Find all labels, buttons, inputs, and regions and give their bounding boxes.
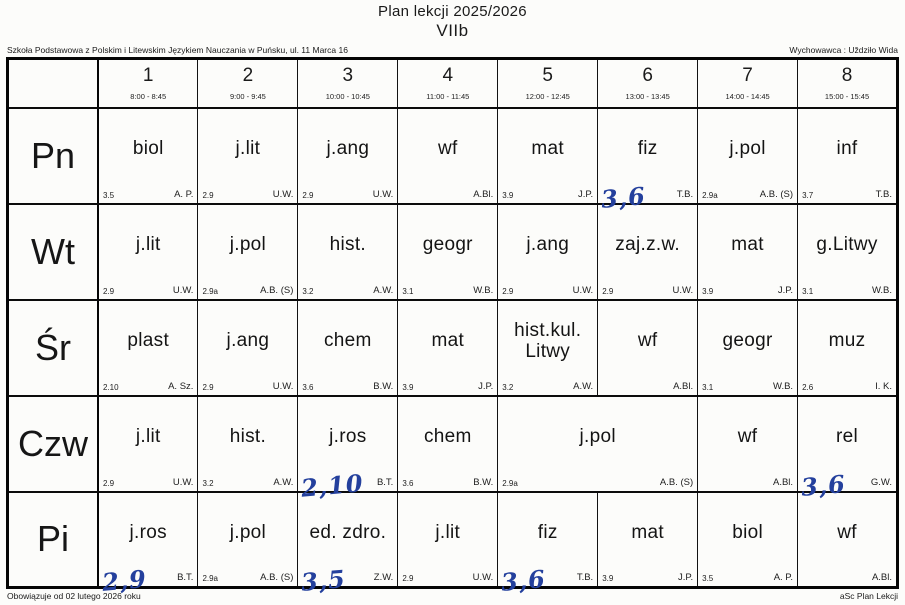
- lesson-cell[interactable]: [798, 492, 898, 588]
- lesson-cell[interactable]: [798, 300, 898, 396]
- lesson-teacher: U.W.: [572, 284, 594, 296]
- day-label: Pn: [8, 108, 99, 204]
- day-label: Pi: [8, 492, 99, 588]
- lesson-room: 2.10: [103, 382, 119, 392]
- period-number: 3: [342, 64, 354, 86]
- lesson-room: 3.5: [103, 190, 115, 200]
- lesson-subject: j.ros: [329, 426, 367, 448]
- lesson-cell[interactable]: [298, 300, 398, 396]
- handwritten-room: 3,6: [500, 564, 548, 597]
- lesson-room: 2.9: [202, 190, 214, 200]
- period-number: 5: [542, 64, 553, 86]
- handwritten-room: 2,9: [100, 564, 148, 597]
- day-row: [8, 396, 898, 492]
- lesson-subject: hist.kul. Litwy: [514, 319, 582, 362]
- lesson-teacher: U.W.: [672, 284, 694, 296]
- period-time: 10:00 - 10:45: [325, 91, 370, 101]
- lesson-subject: biol: [732, 521, 763, 543]
- lesson-subject: muz: [828, 330, 866, 352]
- lesson-subject: wf: [737, 426, 758, 448]
- handwritten-room: 2,10: [300, 467, 365, 503]
- lesson-cell[interactable]: [498, 492, 598, 597]
- period-time: 9:00 - 9:45: [229, 91, 266, 101]
- lesson-cell[interactable]: [98, 300, 198, 396]
- period-header: [598, 59, 698, 108]
- lesson-teacher: J.P.: [478, 380, 494, 392]
- day-row: [8, 492, 898, 588]
- lesson-teacher: W.B.: [871, 284, 892, 296]
- lesson-subject: mat: [531, 138, 564, 160]
- period-header: [798, 59, 898, 108]
- lesson-teacher: W.B.: [773, 380, 794, 392]
- period-time: 12:00 - 12:45: [525, 91, 570, 101]
- lesson-room: 2.9: [602, 286, 614, 296]
- corner-cell: [8, 59, 99, 108]
- period-number: 2: [242, 64, 254, 86]
- lesson-cell[interactable]: [398, 204, 498, 300]
- lesson-teacher: A.Bl.: [473, 188, 494, 200]
- period-time: 13:00 - 13:45: [625, 91, 670, 101]
- lesson-room: 3.6: [402, 478, 414, 488]
- lesson-room: 2.9a: [202, 286, 219, 296]
- lesson-subject: inf: [836, 138, 858, 160]
- lesson-teacher: J.P.: [578, 188, 594, 200]
- period-number: 4: [442, 64, 454, 86]
- lesson-subject: fiz: [637, 138, 658, 160]
- lesson-subject: j.pol: [229, 521, 267, 543]
- lesson-room: 2.9: [502, 286, 514, 296]
- class-name: VIIb: [436, 21, 469, 40]
- lesson-teacher: T.B.: [875, 188, 892, 200]
- lesson-teacher: B.W.: [373, 380, 394, 392]
- lesson-cell[interactable]: [98, 492, 198, 597]
- lesson-teacher: A. P.: [174, 188, 194, 200]
- lesson-teacher: Z.W.: [373, 572, 394, 583]
- lesson-cell[interactable]: [98, 204, 198, 300]
- lesson-teacher: A.Bl.: [773, 476, 794, 488]
- lesson-cell[interactable]: [198, 492, 298, 588]
- lesson-cell[interactable]: [698, 204, 798, 300]
- lesson-subject: j.lit: [235, 138, 261, 160]
- lesson-teacher: T.B.: [676, 188, 694, 200]
- lesson-cell[interactable]: [698, 108, 798, 204]
- lesson-subject: ed. zdro.: [309, 521, 387, 543]
- lesson-cell[interactable]: [498, 204, 598, 300]
- lesson-teacher: U.W.: [272, 188, 294, 200]
- period-time: 11:00 - 11:45: [426, 91, 470, 101]
- period-header: [498, 59, 598, 108]
- lesson-cell[interactable]: [198, 108, 298, 204]
- day-label: Wt: [8, 204, 99, 300]
- lesson-teacher: J.P.: [777, 284, 794, 296]
- lesson-room: 3.2: [502, 382, 514, 392]
- day-row: [8, 108, 898, 204]
- lesson-room: 2.9: [103, 286, 115, 296]
- lesson-cell[interactable]: [698, 492, 798, 588]
- lesson-teacher: A.Bl.: [673, 380, 694, 392]
- lesson-subject: j.ang: [326, 138, 370, 160]
- lesson-cell[interactable]: [598, 108, 698, 214]
- lesson-subject: zaj.z.w.: [615, 234, 680, 256]
- lesson-cell[interactable]: [198, 396, 298, 492]
- lesson-teacher: A.W.: [573, 380, 594, 392]
- lesson-cell[interactable]: [298, 204, 398, 300]
- lesson-teacher: A.B. (S): [260, 572, 294, 583]
- lesson-room: 2.9: [302, 190, 314, 200]
- lesson-subject: j.pol: [229, 234, 267, 256]
- period-number: 1: [142, 64, 154, 86]
- lesson-subject: g.Litwy: [816, 234, 878, 256]
- lesson-teacher: B.T.: [376, 476, 394, 488]
- lesson-subject: fiz: [537, 521, 558, 543]
- lesson-subject: mat: [731, 234, 764, 256]
- period-header-row: [8, 59, 898, 108]
- lesson-subject: j.lit: [135, 234, 161, 256]
- lesson-subject: chem: [423, 426, 472, 448]
- lesson-room: 2.6: [802, 382, 814, 392]
- lesson-cell[interactable]: [798, 396, 898, 502]
- timetable-head: [8, 59, 898, 108]
- lesson-cell[interactable]: [298, 108, 398, 204]
- lesson-subject: mat: [631, 521, 664, 543]
- period-time: 15:00 - 15:45: [824, 91, 870, 101]
- lesson-teacher: B.T.: [177, 572, 194, 583]
- lesson-teacher: U.W.: [272, 380, 294, 392]
- day-row: [8, 204, 898, 300]
- lesson-teacher: J.P.: [677, 572, 694, 583]
- lesson-teacher: A. P.: [773, 572, 794, 583]
- lesson-teacher: U.W.: [472, 572, 494, 583]
- lesson-room: 3.6: [302, 382, 314, 392]
- lesson-cell[interactable]: [798, 204, 898, 300]
- lesson-subject: wf: [637, 330, 658, 352]
- day-label: Śr: [8, 300, 99, 396]
- period-number: 6: [642, 64, 653, 86]
- page-title: Plan lekcji 2025/2026: [378, 3, 527, 20]
- lesson-teacher: A. Sz.: [168, 380, 194, 392]
- lesson-subject: j.pol: [579, 426, 616, 448]
- lesson-subject: j.ang: [226, 330, 270, 352]
- lesson-cell[interactable]: [98, 108, 198, 204]
- period-header: [98, 59, 198, 108]
- handwritten-room: 3,6: [600, 180, 648, 214]
- lesson-subject: plast: [127, 330, 170, 352]
- lesson-teacher: A.Bl.: [871, 572, 892, 583]
- lesson-teacher: T.B.: [576, 572, 594, 583]
- lesson-room: 3.1: [702, 382, 714, 392]
- lesson-room: 3.9: [402, 382, 414, 392]
- lesson-cell[interactable]: [398, 492, 498, 588]
- tutor-name: Wychowawca : Uždziło Wida: [789, 45, 898, 55]
- lesson-room: 2.9a: [502, 478, 518, 488]
- lesson-cell[interactable]: [298, 396, 398, 503]
- lesson-room: 2.9a: [202, 574, 219, 583]
- period-time: 8:00 - 8:45: [130, 91, 167, 101]
- day-label: Czw: [8, 396, 99, 492]
- period-header: [698, 59, 798, 108]
- lesson-cell[interactable]: [398, 300, 498, 396]
- lesson-cell[interactable]: [98, 396, 198, 492]
- lesson-cell[interactable]: [698, 396, 798, 492]
- lesson-teacher: B.W.: [473, 476, 494, 488]
- lesson-cell[interactable]: [498, 300, 598, 396]
- lesson-subject: chem: [324, 330, 372, 352]
- lesson-room: 2.9: [103, 478, 115, 488]
- lesson-subject: mat: [431, 330, 465, 352]
- period-header: [398, 59, 498, 108]
- lesson-teacher: U.W.: [372, 188, 394, 200]
- lesson-subject: hist.: [229, 426, 267, 448]
- handwritten-room: 3,5: [300, 564, 348, 597]
- period-time: 14:00 - 14:45: [725, 91, 770, 101]
- lesson-room: 2.9: [202, 382, 214, 392]
- school-name: Szkoła Podstawowa z Polskim i Litewskim Językiem Nauczania w Puńsku, ul. 11 Marca 16: [7, 45, 348, 55]
- valid-from-note: Obowiązuje od 02 lutego 2026 roku: [7, 591, 141, 601]
- lesson-teacher: A.B. (S): [759, 188, 794, 200]
- lesson-teacher: A.W.: [273, 476, 294, 488]
- lesson-room: 3.1: [802, 286, 814, 296]
- lesson-room: 3.9: [702, 286, 714, 296]
- lesson-teacher: A.W.: [373, 284, 394, 296]
- lesson-room: 2.9: [402, 574, 414, 583]
- day-row: [8, 300, 898, 396]
- lesson-room: 3.5: [702, 574, 714, 583]
- lesson-cell[interactable]: [598, 204, 698, 300]
- lesson-cell[interactable]: [198, 300, 298, 396]
- lesson-teacher: A.B. (S): [260, 284, 294, 296]
- lesson-room: 2.9a: [702, 190, 718, 200]
- lesson-teacher: W.B.: [473, 284, 494, 296]
- lesson-room: 3.1: [402, 286, 414, 296]
- period-header: [198, 59, 298, 108]
- lesson-teacher: U.W.: [172, 476, 194, 488]
- lesson-cell[interactable]: [698, 300, 798, 396]
- lesson-room: 3.7: [802, 190, 814, 200]
- lesson-teacher: I. K.: [875, 380, 892, 392]
- lesson-teacher: U.W.: [172, 284, 194, 296]
- lesson-room: 3.9: [502, 190, 514, 200]
- lesson-subject: hist.: [329, 234, 367, 256]
- lesson-cell[interactable]: [598, 492, 698, 588]
- lesson-subject: j.pol: [729, 138, 766, 160]
- lesson-subject: wf: [437, 138, 458, 160]
- lesson-cell[interactable]: [498, 108, 598, 204]
- lesson-cell[interactable]: [298, 492, 398, 597]
- lesson-teacher: G.W.: [870, 476, 892, 488]
- lesson-subject: j.ros: [129, 521, 167, 543]
- lesson-room: 3.2: [202, 478, 214, 488]
- lesson-subject: j.ang: [526, 234, 570, 256]
- lesson-subject: biol: [132, 138, 164, 160]
- lesson-subject: wf: [837, 521, 857, 543]
- lesson-room: 3.9: [602, 574, 614, 583]
- period-header: [298, 59, 398, 108]
- period-number: 8: [841, 64, 853, 86]
- lesson-subject: j.lit: [435, 521, 461, 543]
- lesson-subject: geogr: [422, 234, 473, 256]
- lesson-subject: j.lit: [135, 426, 161, 448]
- subheader: [6, 41, 899, 57]
- lesson-cell[interactable]: [198, 204, 298, 300]
- lesson-cell[interactable]: [498, 396, 698, 492]
- generator-credit: aSc Plan Lekcji: [839, 591, 898, 601]
- period-number: 7: [742, 64, 753, 86]
- lesson-cell[interactable]: [398, 108, 498, 204]
- lesson-cell[interactable]: [798, 108, 898, 204]
- lesson-subject: geogr: [722, 330, 773, 352]
- lesson-teacher: A.B. (S): [659, 476, 694, 488]
- lesson-cell[interactable]: [398, 396, 498, 492]
- handwritten-room: 3,6: [799, 468, 848, 502]
- lesson-subject: rel: [836, 426, 859, 448]
- lesson-cell[interactable]: [598, 300, 698, 396]
- lesson-room: 3.2: [302, 286, 314, 296]
